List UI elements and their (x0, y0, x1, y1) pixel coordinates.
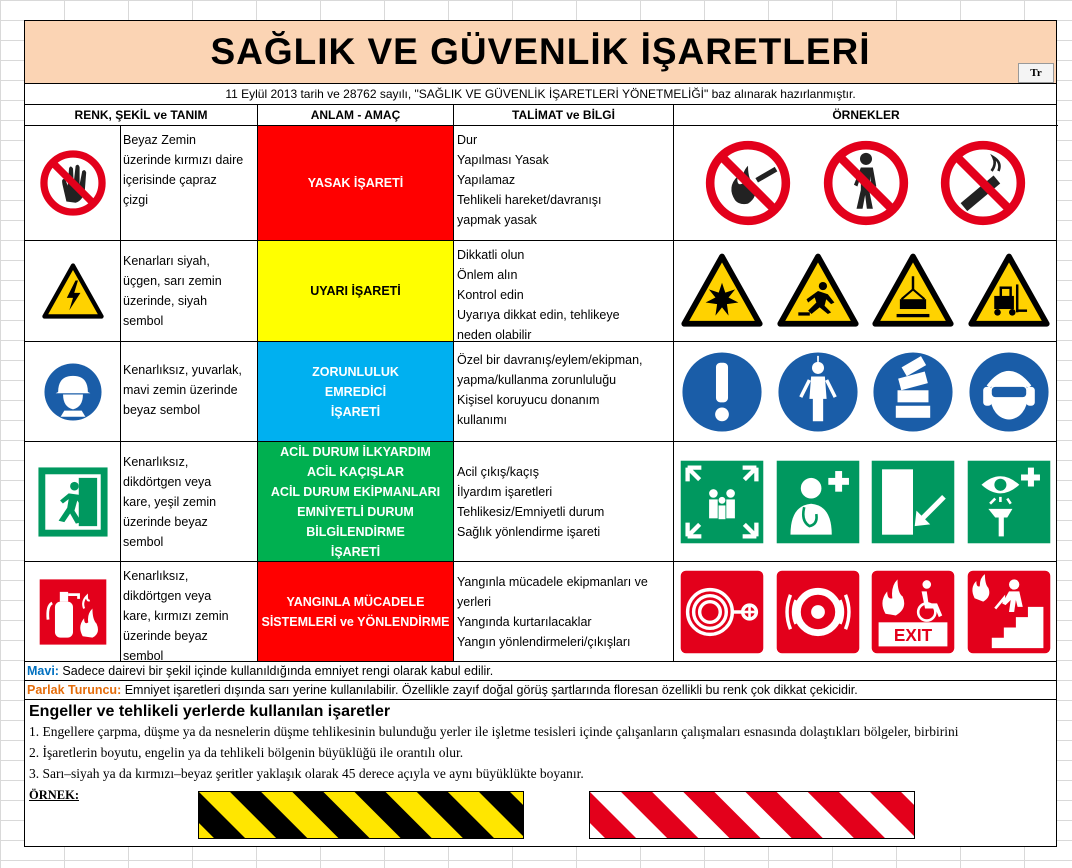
no-touching-icon (40, 150, 106, 216)
no-open-flame-icon (705, 140, 791, 226)
meaning-line: YANGINLA MÜCADELE (286, 594, 425, 609)
helmet-required-icon (42, 361, 104, 423)
note-orange (25, 681, 1056, 700)
obstacle-item: 3. Sarı–siyah ya da kırmızı–beyaz şeritler yaklaşık olarak 45 derece açıyla ve aynı büyüklükte boyanır. (29, 766, 584, 781)
note-blue-text: Sadece dairevi bir şekil içinde kullanıldığında emniyet rengi olarak kabul edilir. (58, 664, 494, 678)
electric-hazard-icon (42, 263, 104, 319)
cell-info (454, 241, 674, 341)
desc-line: beyaz sembol (123, 403, 201, 417)
cell-meaning (258, 342, 454, 441)
fire-hose-icon (679, 569, 765, 655)
exit-door-arrow-icon (870, 459, 956, 545)
cell-examples (674, 442, 1057, 561)
cell-icon (25, 342, 121, 441)
row-warning (25, 241, 1056, 342)
info-line: Kontrol edin (457, 288, 524, 302)
info-line: İlyardım işaretleri (457, 485, 553, 499)
meaning-line: BİLGİLENDİRME (306, 524, 405, 539)
info-line: neden olabilir (457, 328, 532, 342)
info-line: Sağlık yönlendirme işareti (457, 525, 601, 539)
cell-info (454, 126, 674, 240)
cell-examples (674, 562, 1057, 661)
cell-icon (25, 442, 121, 561)
svg-text:EXIT: EXIT (894, 624, 933, 645)
overhead-load-icon (872, 253, 954, 329)
no-pedestrians-icon (823, 140, 909, 226)
obstacles-heading: Engeller ve tehlikeli yerlerde kullanılan işaretler (29, 703, 391, 720)
desc-line: dikdörtgen veya (123, 475, 212, 489)
cell-info (454, 342, 674, 441)
note-orange-label: Parlak Turuncu: (27, 683, 122, 697)
header-meaning: ANLAM - AMAÇ (258, 105, 454, 126)
desc-line: dikdörtgen veya (123, 589, 212, 603)
cell-examples (674, 126, 1057, 240)
row-fire (25, 562, 1056, 662)
cell-meaning (258, 442, 454, 561)
meaning-line: EMREDİCİ (324, 384, 387, 399)
meaning-line: YASAK İŞARETİ (307, 176, 404, 190)
desc-line: sembol (123, 314, 164, 328)
meaning-line: ZORUNLULUK (312, 364, 399, 379)
cell-info (454, 442, 674, 561)
cell-meaning (258, 562, 454, 661)
info-line: Yangın yönlendirmeleri/çıkışları (457, 635, 631, 649)
info-line: Tehlikeli hareket/davranışı (457, 193, 602, 207)
obstacle-item: 1. Engellere çarpma, düşme ya da nesnelerin düşme tehlikesinin bulunduğu yerler ile işletme tesisleri içinde çalışanların çalışmaları esnasında dolaştıkları bölgeler, birbirini (29, 724, 959, 739)
red-white-stripe-icon (589, 791, 915, 839)
desc-line: üçgen, sarı zemin (123, 274, 222, 288)
fire-exit-icon (870, 569, 956, 655)
meaning-line: UYARI İŞARETİ (310, 284, 401, 298)
desc-line: mavi zemin üzerinde (123, 383, 238, 397)
obstacle-item: 2. İşaretlerin boyutu, engelin ya da tehlikeli bölgenin büyüklüğü ile orantılı olur. (29, 745, 464, 760)
stacking-icon (870, 349, 956, 435)
info-line: Yapılamaz (457, 173, 516, 187)
meaning-line: ACİL DURUM İLKYARDIM (280, 444, 431, 459)
cell-meaning (258, 241, 454, 341)
info-line: Uyarıya dikkat edin, tehlikeye (457, 308, 620, 322)
desc-line: üzerinde beyaz (123, 515, 208, 529)
no-smoking-icon (940, 140, 1026, 226)
info-line: Yangınla mücadele ekipmanları ve (457, 575, 648, 589)
note-blue-label: Mavi: (27, 664, 59, 678)
cell-description (121, 562, 258, 661)
meaning-line: ACİL KAÇIŞLAR (307, 464, 404, 479)
desc-line: kare, kırmızı zemin (123, 609, 229, 623)
fire-extinguisher-icon (38, 578, 108, 646)
desc-line: içerisinde çapraz (123, 173, 217, 187)
meaning-line: ACİL DURUM EKİPMANLARI (270, 484, 441, 499)
cell-description (121, 126, 258, 240)
info-line: kullanımı (457, 413, 508, 427)
note-orange-text: Emniyet işaretleri dışında sarı yerine kullanılabilir. Özellikle zayıf doğal görüş şartlarında floresan özellikli bu renk çok dikkat çekicidir. (121, 683, 858, 697)
cell-examples (674, 342, 1057, 441)
row-prohibition (25, 126, 1056, 241)
eyewash-icon (966, 459, 1052, 545)
cell-description (121, 442, 258, 561)
desc-line: Beyaz Zemin (123, 133, 196, 147)
desc-line: kare, yeşil zemin (123, 495, 217, 509)
cell-meaning (258, 126, 454, 240)
subtitle: 11 Eylül 2013 tarih ve 28762 sayılı, "SAĞLIK VE GÜVENLİK İŞARETLERİ YÖNETMELİĞİ" baz alınarak hazırlanmıştır. (25, 84, 1056, 105)
note-blue (25, 662, 1056, 681)
ear-eye-protection-icon (966, 349, 1052, 435)
meaning-line: İŞARETİ (330, 544, 381, 559)
desc-line: çizgi (123, 193, 149, 207)
cell-examples (674, 241, 1057, 341)
desc-line: Kenarlıksız, (123, 569, 189, 583)
trip-hazard-icon (777, 253, 859, 329)
info-line: Dur (457, 133, 478, 147)
explosive-hazard-icon (681, 253, 763, 329)
assembly-point-icon (679, 459, 765, 545)
info-line: Dikkatli olun (457, 248, 525, 262)
cell-info (454, 562, 674, 661)
safety-signs-sheet (24, 20, 1057, 847)
doctor-icon (775, 459, 861, 545)
row-mandatory (25, 342, 1056, 442)
cell-icon (25, 241, 121, 341)
desc-line: Kenarlıksız, yuvarlak, (123, 363, 242, 377)
desc-line: üzerinde, siyah (123, 294, 208, 308)
exclamation-icon (679, 349, 765, 435)
info-line: Yapılması Yasak (457, 153, 549, 167)
meaning-line: İŞARETİ (330, 404, 381, 419)
header-shape-description: RENK, ŞEKİL ve TANIM (25, 105, 258, 126)
info-line: Acil çıkış/kaçış (457, 465, 539, 479)
header-examples: ÖRNEKLER (674, 105, 1058, 126)
row-emergency (25, 442, 1056, 562)
desc-line: Kenarları siyah, (123, 254, 210, 268)
page-title: SAĞLIK VE GÜVENLİK İŞARETLERİ (25, 21, 1056, 84)
fire-alarm-icon (775, 569, 861, 655)
info-line: yapma/kullanma zorunluluğu (457, 373, 617, 387)
safety-harness-icon (775, 349, 861, 435)
header-instruction: TALİMAT ve BİLGİ (454, 105, 674, 126)
info-line: yapmak yasak (457, 213, 537, 227)
desc-line: sembol (123, 535, 164, 549)
info-line: yerleri (457, 595, 492, 609)
cell-description (121, 342, 258, 441)
desc-line: sembol (123, 649, 164, 663)
forklift-icon (968, 253, 1050, 329)
info-line: Tehlikesiz/Emniyetli durum (457, 505, 605, 519)
fire-escape-stairs-icon (966, 569, 1052, 655)
emergency-exit-icon (37, 466, 109, 538)
cell-icon (25, 126, 121, 240)
desc-line: Kenarlıksız, (123, 455, 189, 469)
yellow-black-stripe-icon (198, 791, 524, 839)
desc-line: üzerinde beyaz (123, 629, 208, 643)
desc-line: üzerinde kırmızı daire (123, 153, 244, 167)
translate-button[interactable]: Tr (1018, 63, 1054, 83)
info-line: Özel bir davranış/eylem/ekipman, (457, 353, 643, 367)
info-line: Önlem alın (457, 268, 518, 282)
example-label: ÖRNEK: (29, 788, 79, 802)
cell-description (121, 241, 258, 341)
info-line: Kişisel koruyucu donanım (457, 393, 600, 407)
info-line: Yangında kurtarılacaklar (457, 615, 592, 629)
meaning-line: EMNİYETLİ DURUM (297, 504, 414, 519)
meaning-line: SİSTEMLERİ ve YÖNLENDİRME (261, 614, 450, 629)
cell-icon (25, 562, 121, 661)
